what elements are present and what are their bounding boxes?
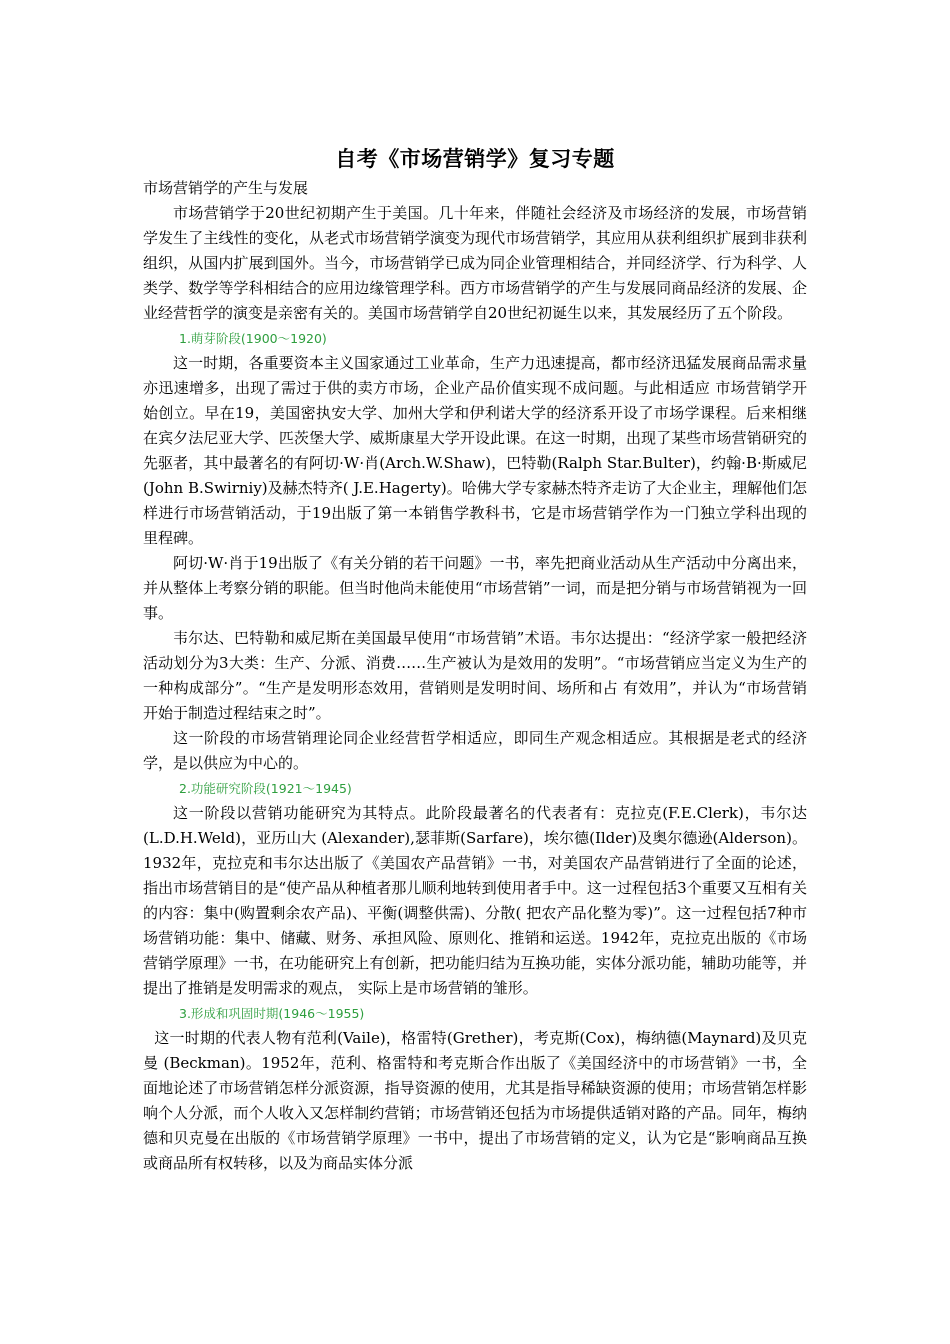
section-1-paragraph-4: 这一阶段的市场营销理论同企业经营哲学相适应，即同生产观念相适应。其根据是老式的经济学，是以供应为中心的。 [143,729,807,772]
section-1-paragraph-2: 阿切·W·肖于19出版了《有关分销的若干问题》一书，率先把商业活动从生产活动中分离出来，并从整体上考察分销的职能。但当时他尚未能使用“市场营销”一词，而是把分销与市场营销视为一回事。 [143,554,807,622]
document-subtitle: 市场营销学的产生与发展 [143,179,309,197]
section-3-paragraph-1: 这一时期的代表人物有范利(Vaile)，格雷特(Grether)，考克斯(Cox)，梅纳德(Maynard)及贝克曼 (Beckman)。1952年，范利、格雷特和考克斯合作出版了《美国经济中的市场营销》一书，全面地论述了市场营销怎样分派资源，指导资源的使用，尤其是指导稀缺资源的使用；市场营销怎样影响个人分派，而个人收入又怎样制约营销；市场营销还包括为市场提供适销对路的产品。同年，梅纳德和贝克曼在出版的《市场营销学原理》一书中，提出了市场营销的定义，认为它是“影响商品互换或商品所有权转移，以及为商品实体分派 [143,1029,807,1172]
document-page [143,142,807,1176]
section-heading-1: 1.萌芽阶段(1900～1920) [179,331,327,346]
section-1-paragraph-1: 这一时期，各重要资本主义国家通过工业革命，生产力迅速提高，都市经济迅猛发展商品需求量亦迅速增多，出现了需过于供的卖方市场，企业产品价值实现不成问题。与此相适应 市场营销学开始创立。早在19，美国密执安大学、加州大学和伊利诺大学的经济系开设了市场学课程。后来相继在宾夕法尼亚大学、匹茨堡大学、威斯康星大学开设此课。在这一时期，出现了某些市场营销研究的先驱者，其中最著名的有阿切·W·肖(Arch.W.Shaw)，巴特勒(Ralph Star.Bulter)，约翰·B·斯威尼(John B.Swirniy)及赫杰特齐( J.E.Hagerty)。哈佛大学专家赫杰特齐走访了大企业主，理解他们怎样进行市场营销活动，于19出版了第一本销售学教科书，它是市场营销学作为一门独立学科出现的里程碑。 [143,354,807,547]
intro-paragraph: 市场营销学于20世纪初期产生于美国。几十年来，伴随社会经济及市场经济的发展，市场营销学发生了主线性的变化，从老式市场营销学演变为现代市场营销学，其应用从获利组织扩展到非获利组织，从国内扩展到国外。当今，市场营销学已成为同企业管理相结合，并同经济学、行为科学、人类学、数学等学科相结合的应用边缘管理学科。西方市场营销学的产生与发展同商品经济的发展、企业经营哲学的演变是亲密有关的。美国市场营销学自20世纪初诞生以来，其发展经历了五个阶段。 [143,204,807,322]
document-title: 自考《市场营销学》复习专题 [335,147,615,171]
section-1-paragraph-3: 韦尔达、巴特勒和威尼斯在美国最早使用“市场营销”术语。韦尔达提出：“经济学家一般把经济活动划分为3大类：生产、分派、消费……生产被认为是效用的发明”。“市场营销应当定义为生产的一种构成部分”。“生产是发明形态效用，营销则是发明时间、场所和占 有效用”，并认为“市场营销开始于制造过程结束之时”。 [143,629,807,722]
section-heading-2: 2.功能研究阶段(1921～1945) [179,781,352,796]
section-2-paragraph-1: 这一阶段以营销功能研究为其特点。此阶段最著名的代表者有：克拉克(F.E.Clerk)，韦尔达(L.D.H.Weld)，亚历山大 (Alexander),瑟菲斯(Sarfare)，埃尔德(Ilder)及奥尔德逊(Alderson)。1932年，克拉克和韦尔达出版了《美国农产品营销》一书，对美国农产品营销进行了全面的论述，指出市场营销目的是“使产品从种植者那儿顺利地转到使用者手中。这一过程包括3个重要又互相有关的内容：集中(购置剩余农产品)、平衡(调整供需)、分散( 把农产品化整为零)”。这一过程包括7种市场营销功能：集中、储藏、财务、承担风险、原则化、推销和运送。1942年，克拉克出版的《市场营销学原理》一书，在功能研究上有创新，把功能归结为互换功能，实体分派功能，辅助功能等，并提出了推销是发明需求的观点， 实际上是市场营销的雏形。 [143,804,807,997]
section-heading-3: 3.形成和巩固时期(1946～1955) [179,1006,365,1021]
